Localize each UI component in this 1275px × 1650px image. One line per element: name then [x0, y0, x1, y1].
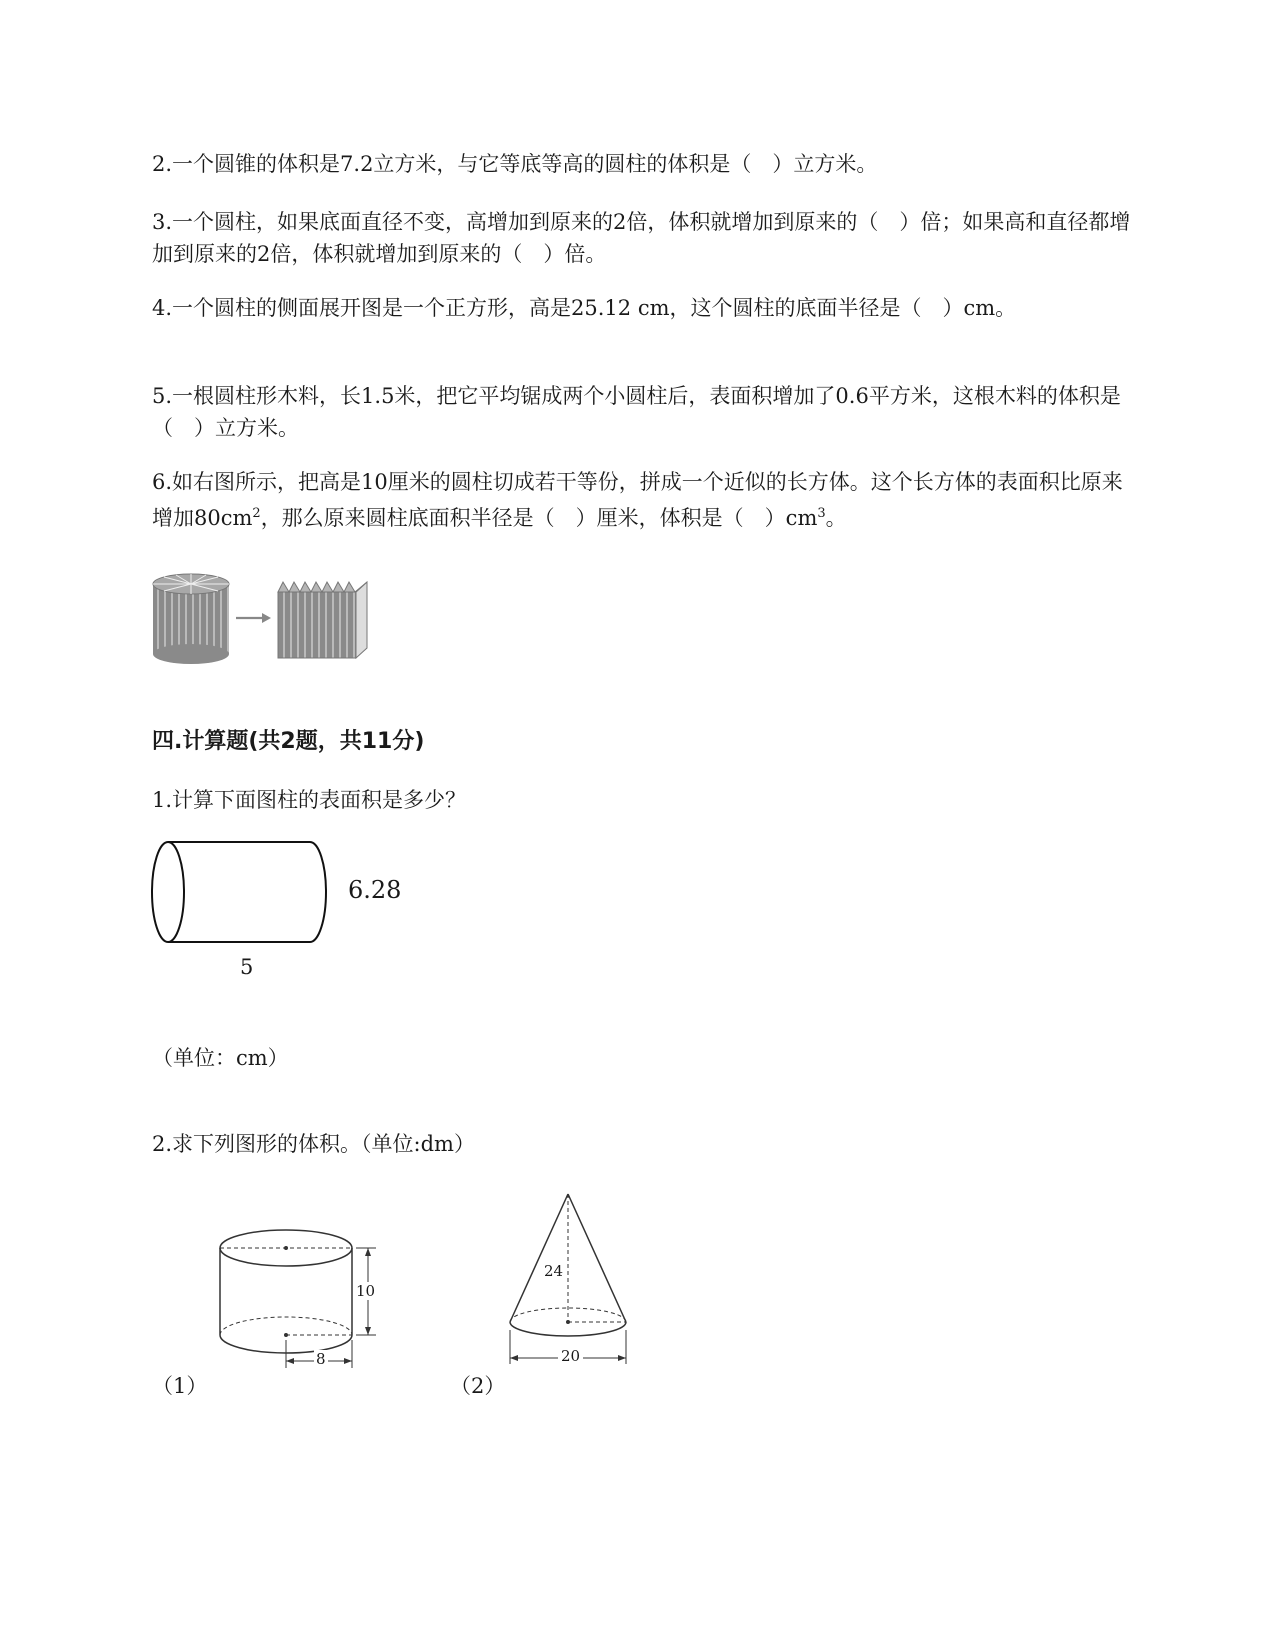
- cone-height-label: 24: [544, 1262, 564, 1280]
- question-6: [152, 466, 1132, 534]
- arrow-icon: [236, 613, 271, 623]
- cone-diameter-label: 20: [558, 1347, 583, 1365]
- question-2: 2.一个圆锥的体积是7.2立方米，与它等底等高的圆柱的体积是（ ）立方米。: [152, 152, 878, 176]
- cylinder-length-label: 5: [240, 955, 254, 979]
- question-6-part1: 6.如右图所示，把高是10厘米的圆柱切成若干等份，拼成一个近似的长方体。这个长方体的表面积比原来增加80cm: [152, 470, 1123, 530]
- cylinder-to-prism-figure: [150, 570, 380, 668]
- cylinder-figure: [218, 1228, 398, 1378]
- question-3: 3.一个圆柱，如果底面直径不变，高增加到原来的2倍，体积就增加到原来的（ ）倍；如果高和直径都增加到原来的2倍，体积就增加到原来的（ ）倍。: [152, 210, 1131, 266]
- cylinder-diameter-label: 6.28: [348, 876, 402, 904]
- sliced-cylinder: [153, 574, 229, 664]
- figure-1-caption: （1）: [152, 1374, 208, 1398]
- question-4: 4.一个圆柱的侧面展开图是一个正方形，高是25.12 cm，这个圆柱的底面半径是（ ）cm。: [152, 296, 1017, 320]
- calc-question-1: 1.计算下面图柱的表面积是多少？: [152, 788, 467, 812]
- calc-question-2: 2.求下列图形的体积。（单位:dm）: [152, 1132, 475, 1156]
- horizontal-cylinder-figure: [150, 838, 340, 948]
- question-6-part2: ，那么原来圆柱底面积半径是（ ）厘米，体积是（ ）cm: [260, 506, 818, 530]
- question-6-part3: 。: [825, 506, 847, 530]
- approximate-prism: [278, 582, 367, 658]
- cylinder-radius-label: 8: [316, 1350, 326, 1368]
- unit-note: （单位：cm）: [152, 1046, 289, 1070]
- figure-2-caption: （2）: [450, 1374, 506, 1398]
- question-5: 5.一根圆柱形木料，长1.5米，把它平均锯成两个小圆柱后，表面积增加了0.6平方米，这根木料的体积是（ ）立方米。: [152, 384, 1121, 440]
- squared-exponent: 2: [252, 506, 261, 521]
- cylinder-height-label: 10: [356, 1282, 376, 1300]
- section-heading: 四.计算题(共2题，共11分): [152, 729, 425, 754]
- cone-figure: [508, 1190, 638, 1370]
- cubed-exponent: 3: [817, 506, 826, 521]
